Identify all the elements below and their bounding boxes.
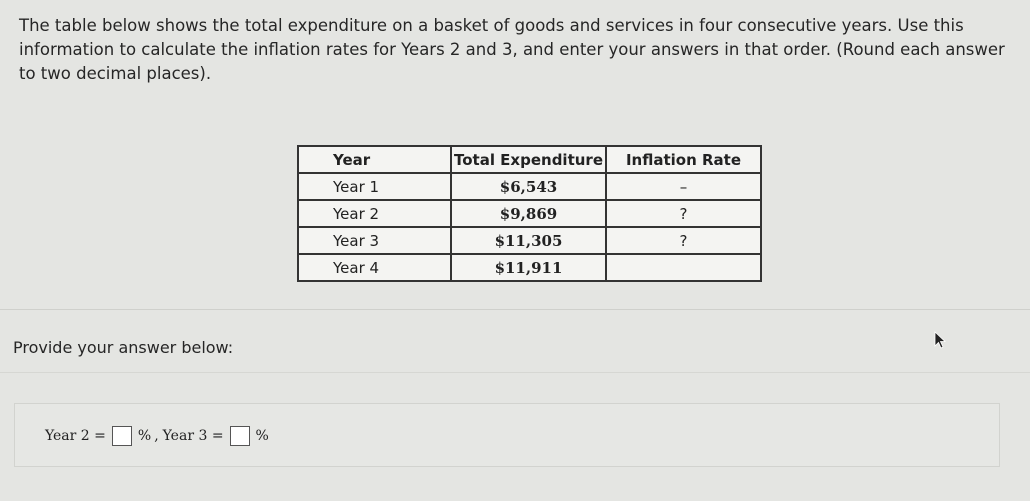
mouse-pointer-icon <box>934 331 948 349</box>
expenditure-cell: $11,911 <box>451 254 606 281</box>
inflation-cell: ? <box>606 200 761 227</box>
year-cell: Year 4 <box>298 254 451 281</box>
expenditure-cell: $11,305 <box>451 227 606 254</box>
year-cell: Year 1 <box>298 173 451 200</box>
table-row <box>298 227 761 254</box>
column-header-year: Year <box>298 146 451 173</box>
year2-label: Year 2 = <box>45 428 106 444</box>
column-header-expenditure: Total Expenditure <box>451 146 606 173</box>
section-divider <box>0 372 1030 373</box>
column-header-inflation: Inflation Rate <box>606 146 761 173</box>
year3-label: Year 3 = <box>162 428 224 444</box>
answer-prompt: Provide your answer below: <box>13 338 234 357</box>
answer-line <box>45 426 269 446</box>
year3-unit: % <box>255 428 269 444</box>
question-text: The table below shows the total expenditure on a basket of goods and services in four consecutive years. Use this information to calculate the inflation rates for Years 2 and 3, and enter your answers in that order. (Round each answer to two decimal places). <box>19 16 1005 83</box>
table-row <box>298 200 761 227</box>
expenditure-cell: $9,869 <box>451 200 606 227</box>
table-row <box>298 173 761 200</box>
answer-separator: , <box>154 428 159 444</box>
inflation-cell <box>606 254 761 281</box>
table-header-row <box>298 146 761 173</box>
year3-answer-input[interactable] <box>230 426 250 446</box>
expenditure-cell: $6,543 <box>451 173 606 200</box>
answer-area <box>14 403 1000 467</box>
inflation-cell: – <box>606 173 761 200</box>
year-cell: Year 2 <box>298 200 451 227</box>
year2-unit: % <box>137 428 152 444</box>
section-divider <box>0 309 1030 310</box>
table-row <box>298 254 761 281</box>
year2-answer-input[interactable] <box>112 426 132 446</box>
expenditure-table <box>297 145 762 282</box>
year-cell: Year 3 <box>298 227 451 254</box>
inflation-cell: ? <box>606 227 761 254</box>
